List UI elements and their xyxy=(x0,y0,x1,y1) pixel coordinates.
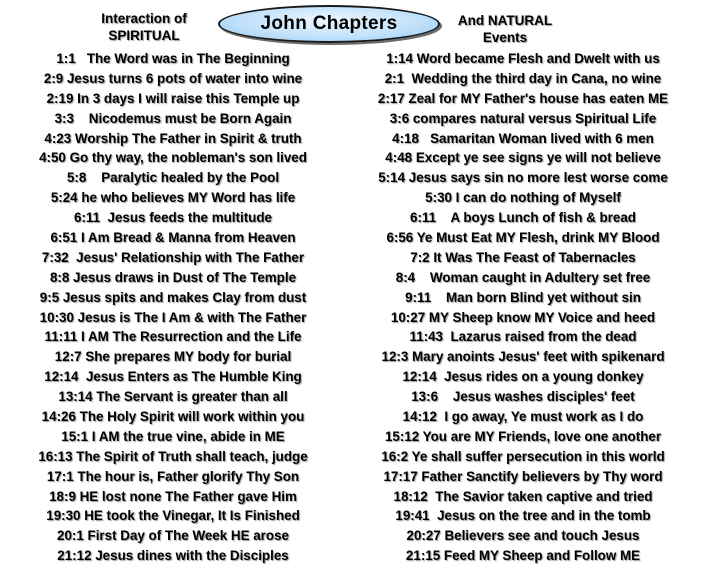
spiritual-verse: 16:13 The Spirit of Truth shall teach, judge xyxy=(38,448,308,464)
spiritual-verse: 2:19 In 3 days I will raise this Temple up xyxy=(46,90,300,106)
natural-heading xyxy=(440,12,570,46)
spiritual-verse: 9:5 Jesus spits and makes Clay from dust xyxy=(39,289,307,305)
natural-verse: 2:1 Wedding the third day in Cana, no wine xyxy=(384,70,662,86)
spiritual-verse: 14:26 The Holy Spirit will work within you xyxy=(41,409,305,425)
spiritual-verse: 4:23 Worship The Father in Spirit & truth xyxy=(44,130,302,146)
natural-verse: 16:2 Ye shall suffer persecution in this world xyxy=(381,448,665,464)
natural-verse: 3:6 compares natural versus Spiritual Life xyxy=(389,110,657,126)
natural-verse: 6:56 Ye Must Eat MY Flesh, drink MY Blood xyxy=(386,230,660,246)
spiritual-verse: 5:8 Paralytic healed by the Pool xyxy=(66,170,280,186)
natural-verse: 4:48 Except ye see signs ye will not believe xyxy=(385,150,661,166)
spiritual-verse: 13:14 The Servant is greater than all xyxy=(58,389,288,405)
natural-heading-line1: And NATURAL xyxy=(457,13,553,28)
natural-verse: 10:27 MY Sheep know MY Voice and heed xyxy=(390,309,656,325)
spiritual-verse: 19:30 HE took the Vinegar, It Is Finished xyxy=(46,508,300,524)
title-oval xyxy=(218,5,440,43)
spiritual-heading-line2: SPIRITUAL xyxy=(108,28,180,43)
spiritual-list xyxy=(0,49,346,566)
natural-verse: 7:2 It Was The Feast of Tabernacles xyxy=(410,249,636,265)
natural-verse: 5:14 Jesus says sin no more lest worse come xyxy=(378,170,668,186)
spiritual-verse: 21:12 Jesus dines with the Disciples xyxy=(57,548,289,564)
spiritual-verse: 10:30 Jesus is The I Am & with The Father xyxy=(39,309,307,325)
spiritual-verse: 17:1 The hour is, Father glorify Thy Son xyxy=(46,468,300,484)
natural-heading-line2: Events xyxy=(482,30,528,45)
spiritual-verse: 6:51 I Am Bread & Manna from Heaven xyxy=(50,230,296,246)
spiritual-verse: 20:1 First Day of The Week HE arose xyxy=(57,528,289,544)
spiritual-verse: 15:1 I AM the true vine, abide in ME xyxy=(61,428,285,444)
natural-list xyxy=(340,49,706,566)
natural-verse: 1:14 Word became Flesh and Dwelt with us xyxy=(386,51,660,66)
spiritual-verse: 6:11 Jesus feeds the multitude xyxy=(74,210,272,226)
spiritual-verse: 12:14 Jesus Enters as The Humble King xyxy=(44,369,302,385)
spiritual-verse: 11:11 I AM The Resurrection and the Life xyxy=(44,329,302,345)
spiritual-verse: 7:32 Jesus' Relationship with The Father xyxy=(41,249,305,265)
natural-verse: 5:30 I can do nothing of Myself xyxy=(425,190,621,206)
spiritual-heading-line1: Interaction of xyxy=(101,11,187,26)
spiritual-verse: 1:1 The Word was in The Beginning xyxy=(56,51,290,66)
natural-verse: 15:12 You are MY Friends, love one another xyxy=(384,428,662,444)
spiritual-verse: 18:9 HE lost none The Father gave Him xyxy=(49,488,297,504)
natural-verse: 14:12 I go away, Ye must work as I do xyxy=(402,409,644,425)
spiritual-verse: 4:50 Go thy way, the nobleman's son lived xyxy=(39,150,307,166)
natural-verse: 12:3 Mary anoints Jesus' feet with spikenard xyxy=(381,349,665,365)
natural-verse: 20:27 Believers see and touch Jesus xyxy=(406,528,640,544)
natural-verse: 4:18 Samaritan Woman lived with 6 men xyxy=(392,130,654,146)
page-title: John Chapters xyxy=(260,13,398,34)
natural-verse: 13:6 Jesus washes disciples' feet xyxy=(411,389,635,405)
natural-verse: 9:11 Man born Blind yet without sin xyxy=(405,289,641,305)
spiritual-verse: 5:24 he who believes MY Word has life xyxy=(50,190,296,206)
spiritual-verse: 3:3 Nicodemus must be Born Again xyxy=(54,110,292,126)
natural-verse: 21:15 Feed MY Sheep and Follow ME xyxy=(405,548,641,564)
spiritual-verse: 2:9 Jesus turns 6 pots of water into wine xyxy=(43,70,303,86)
spiritual-verse: 12:7 She prepares MY body for burial xyxy=(54,349,292,365)
natural-verse: 12:14 Jesus rides on a young donkey xyxy=(402,369,644,385)
natural-verse: 2:17 Zeal for MY Father's house has eaten ME xyxy=(377,90,669,106)
spiritual-verse: 8:8 Jesus draws in Dust of The Temple xyxy=(49,269,297,285)
natural-verse: 18:12 The Savior taken captive and tried xyxy=(393,488,653,504)
natural-verse: 8:4 Woman caught in Adultery set free xyxy=(395,269,651,285)
natural-verse: 6:11 A boys Lunch of fish & bread xyxy=(410,210,636,226)
spiritual-heading xyxy=(70,10,218,44)
natural-verse: 17:17 Father Sanctify believers by Thy word xyxy=(383,468,663,484)
natural-verse: 11:43 Lazarus raised from the dead xyxy=(409,329,637,345)
natural-verse: 19:41 Jesus on the tree and in the tomb xyxy=(395,508,651,524)
